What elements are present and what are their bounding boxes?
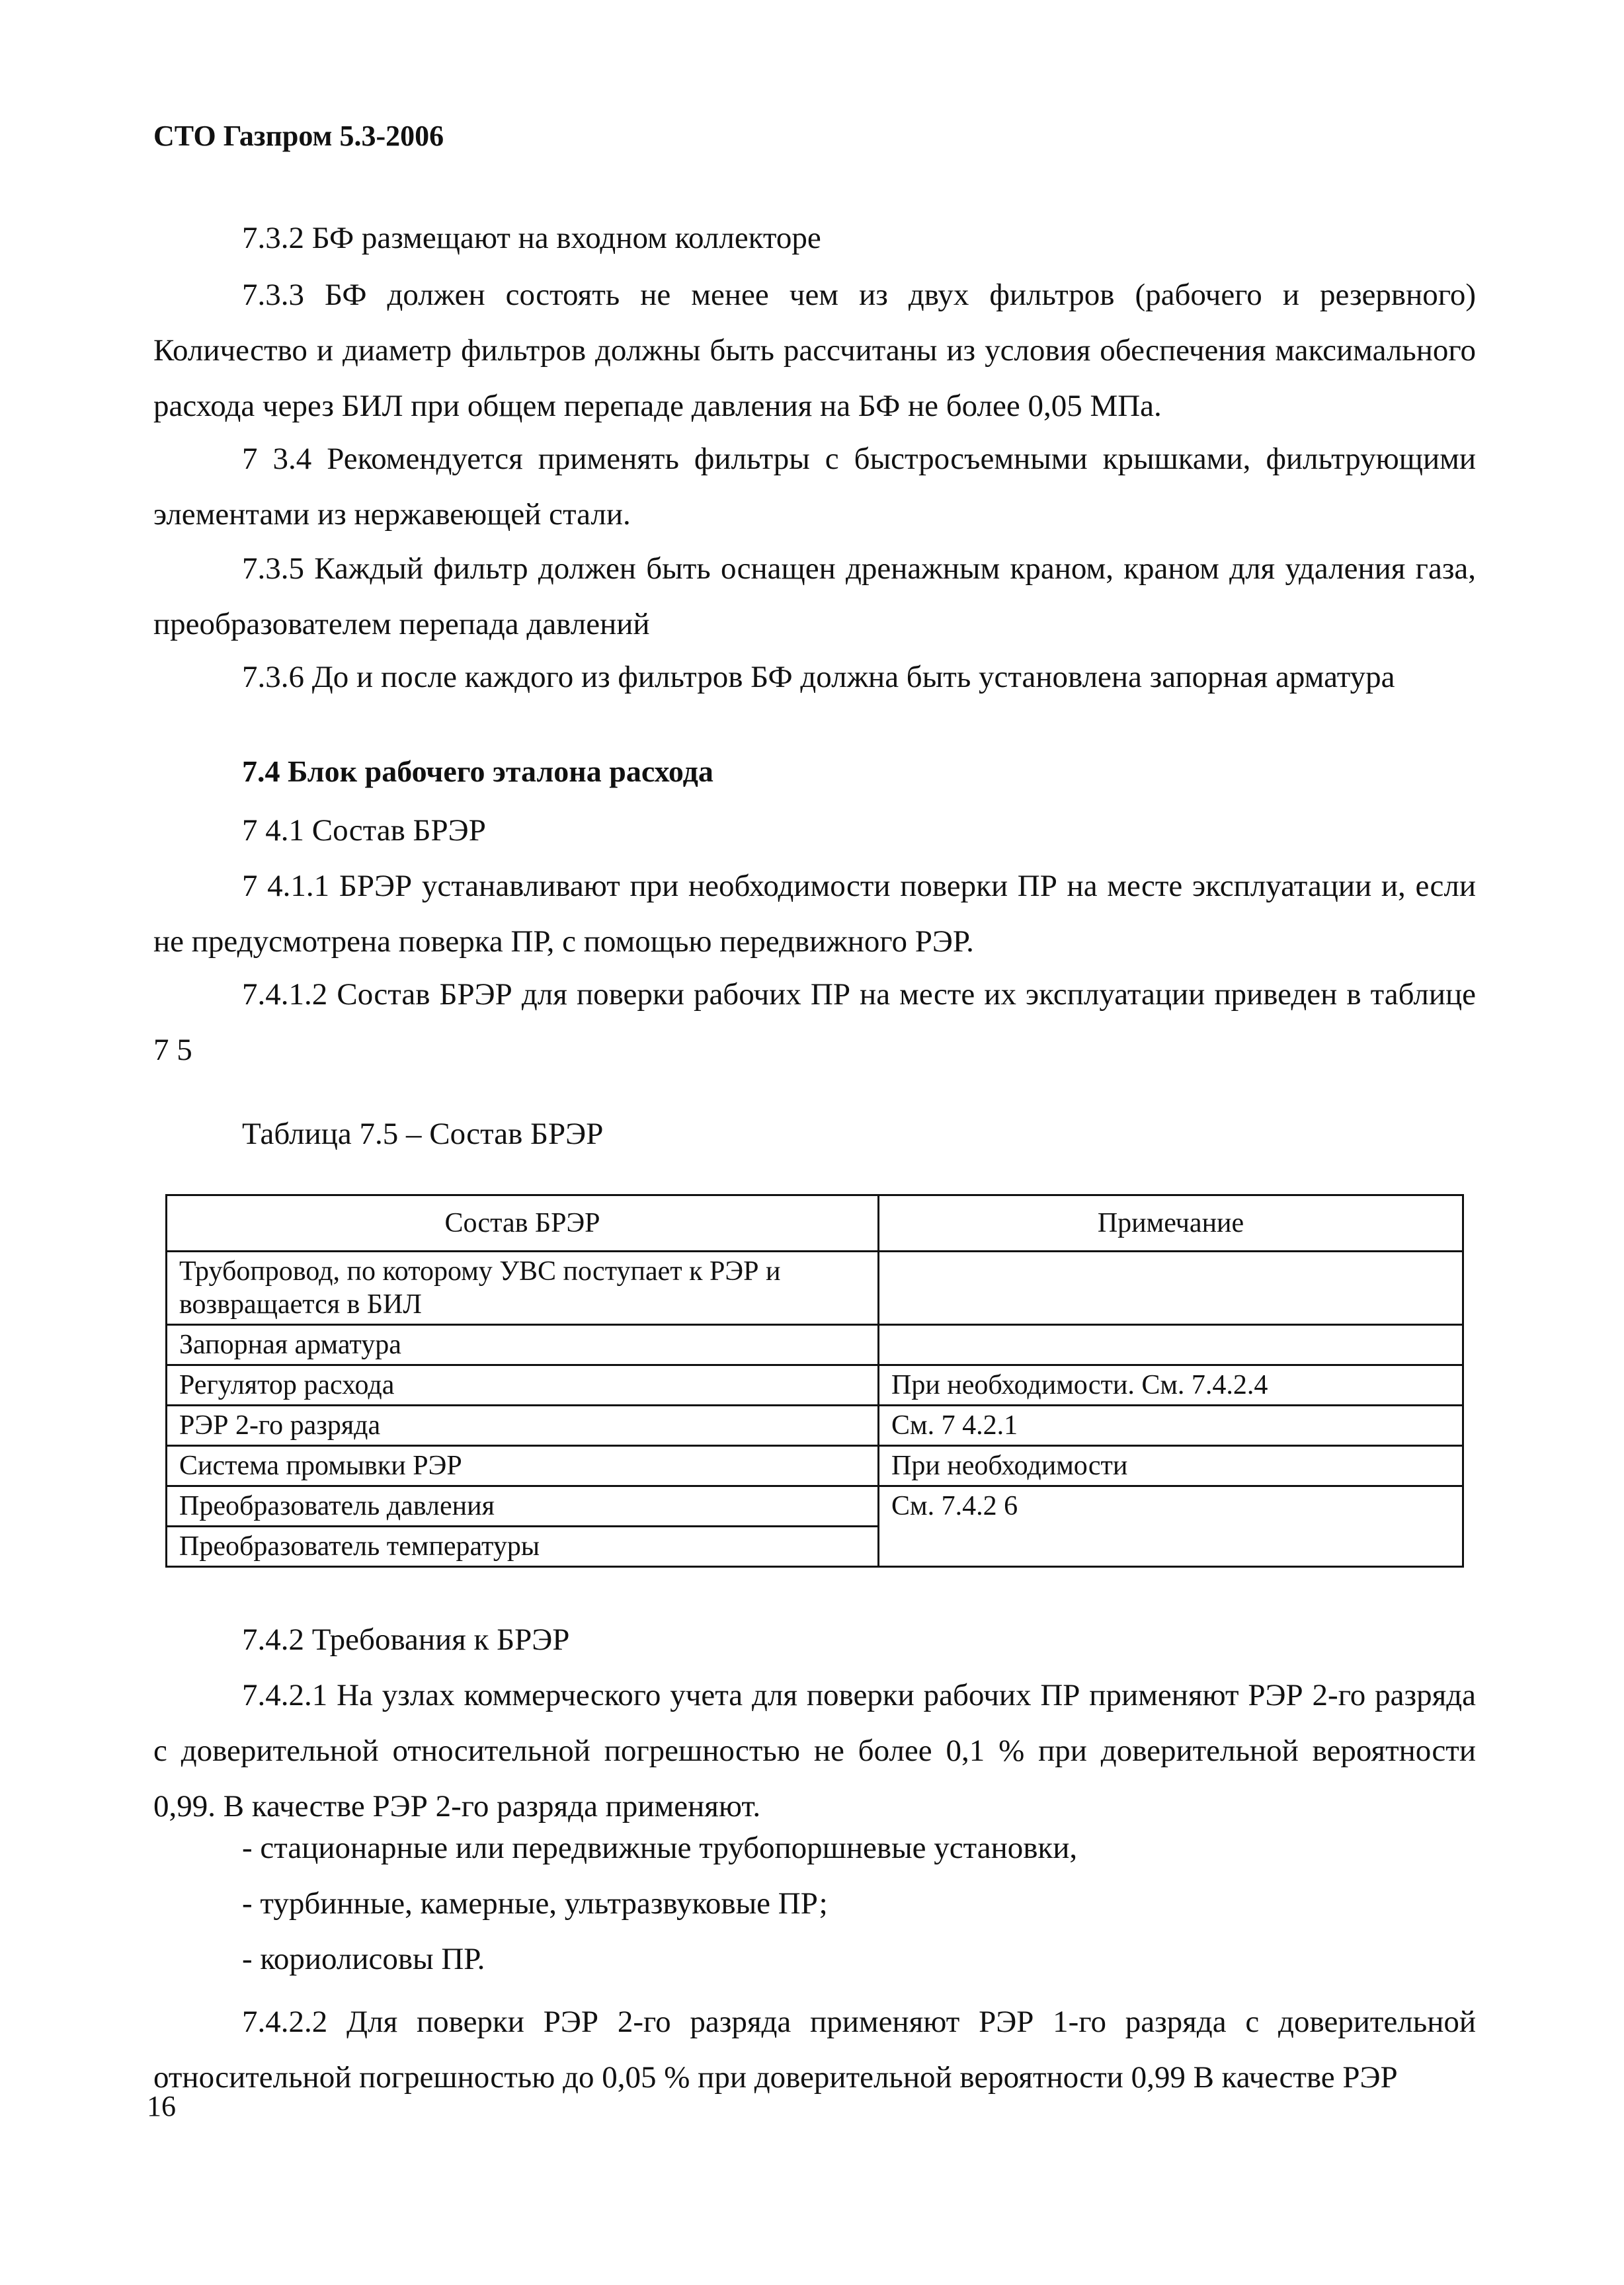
list-item: - стационарные или передвижные трубопоршневые установки,: [242, 1831, 1078, 1865]
table-row: [167, 1365, 1463, 1406]
table-cell-note: При необходимости. См. 7.4.2.4: [879, 1365, 1463, 1406]
paragraph-7-3-3: 7.3.3 БФ должен состоять не менее чем из двух фильтров (рабочего и резервного) Количество и диаметр фильтров должны быть рассчитаны из условия обеспечения максимального расхода через БИЛ при общем перепаде давления на БФ не более 0,05 МПа.: [153, 278, 1476, 423]
table-header-note: Примечание: [879, 1195, 1463, 1252]
section-title: 7.4 Блок рабочего эталона расхода: [242, 754, 713, 788]
paragraph-7-3-6: 7.3.6 До и после каждого из фильтров БФ должна быть установлена запорная арматура: [242, 660, 1395, 694]
table-cell-item: Система промывки РЭР: [167, 1446, 879, 1486]
table-row: [167, 1325, 1463, 1365]
table-cell-item: Преобразователь температуры: [167, 1527, 879, 1567]
paragraph-7-4-2: 7.4.2 Требования к БРЭР: [242, 1623, 570, 1657]
paragraph-7-3-4: 7 3.4 Рекомендуется применять фильтры с быстросъемными крышками, фильтрующими элементами из нержавеющей стали.: [153, 442, 1476, 532]
document-code-header: СТО Газпром 5.3-2006: [153, 120, 444, 152]
table-row: [167, 1252, 1463, 1325]
table-cell-note: См. 7 4.2.1: [879, 1406, 1463, 1446]
page-number: 16: [147, 2090, 176, 2122]
table-cell-item: Трубопровод, по которому УВС поступает к РЭР и возвращается в БИЛ: [167, 1252, 879, 1325]
table-cell-note: См. 7.4.2 6: [879, 1486, 1463, 1567]
paragraph-7-3-5: 7.3.5 Каждый фильтр должен быть оснащен дренажным краном, краном для удаления газа, преобразователем перепада давлений: [153, 551, 1476, 641]
paragraph-7-4-1: 7 4.1 Состав БРЭР: [242, 813, 486, 848]
list-item: - кориолисовы ПР.: [242, 1942, 485, 1976]
paragraph-7-4-1-2: 7.4.1.2 Состав БРЭР для поверки рабочих ПР на месте их эксплуатации приведен в таблице 7 5: [153, 977, 1476, 1067]
table-header-row: [167, 1195, 1463, 1252]
paragraph-7-4-1-1: 7 4.1.1 БРЭР устанавливают при необходимости поверки ПР на месте эксплуатации и, если не предусмотрена поверка ПР, с помощью передвижного РЭР.: [153, 869, 1476, 959]
table-row: [167, 1406, 1463, 1446]
paragraph-7-4-2-2: 7.4.2.2 Для поверки РЭР 2-го разряда применяют РЭР 1-го разряда с доверительной относительной погрешностью до 0,05 % при доверительной вероятности 0,99 В качестве РЭР: [153, 2005, 1476, 2095]
table-cell-item: Регулятор расхода: [167, 1365, 879, 1406]
paragraph-7-3-2: 7.3.2 БФ размещают на входном коллекторе: [242, 221, 821, 255]
table-cell-note: [879, 1252, 1463, 1325]
paragraph-7-4-2-1: 7.4.2.1 На узлах коммерческого учета для поверки рабочих ПР применяют РЭР 2-го разряда с доверительной относительной погрешностью не более 0,1 % при доверительной вероятности 0,99. В качестве РЭР 2-го разряда применяют.: [153, 1678, 1476, 1824]
table-caption: Таблица 7.5 – Состав БРЭР: [242, 1117, 604, 1151]
table-cell-item: РЭР 2-го разряда: [167, 1406, 879, 1446]
table-cell-item: Преобразователь давления: [167, 1486, 879, 1527]
list-item: - турбинные, камерные, ультразвуковые ПР;: [242, 1886, 828, 1921]
composition-table: [165, 1194, 1464, 1568]
table-cell-item: Запорная арматура: [167, 1325, 879, 1365]
table-header-composition: Состав БРЭР: [167, 1195, 879, 1252]
table-cell-note: При необходимости: [879, 1446, 1463, 1486]
table-cell-note: [879, 1325, 1463, 1365]
table-row: [167, 1486, 1463, 1527]
table-row: [167, 1446, 1463, 1486]
